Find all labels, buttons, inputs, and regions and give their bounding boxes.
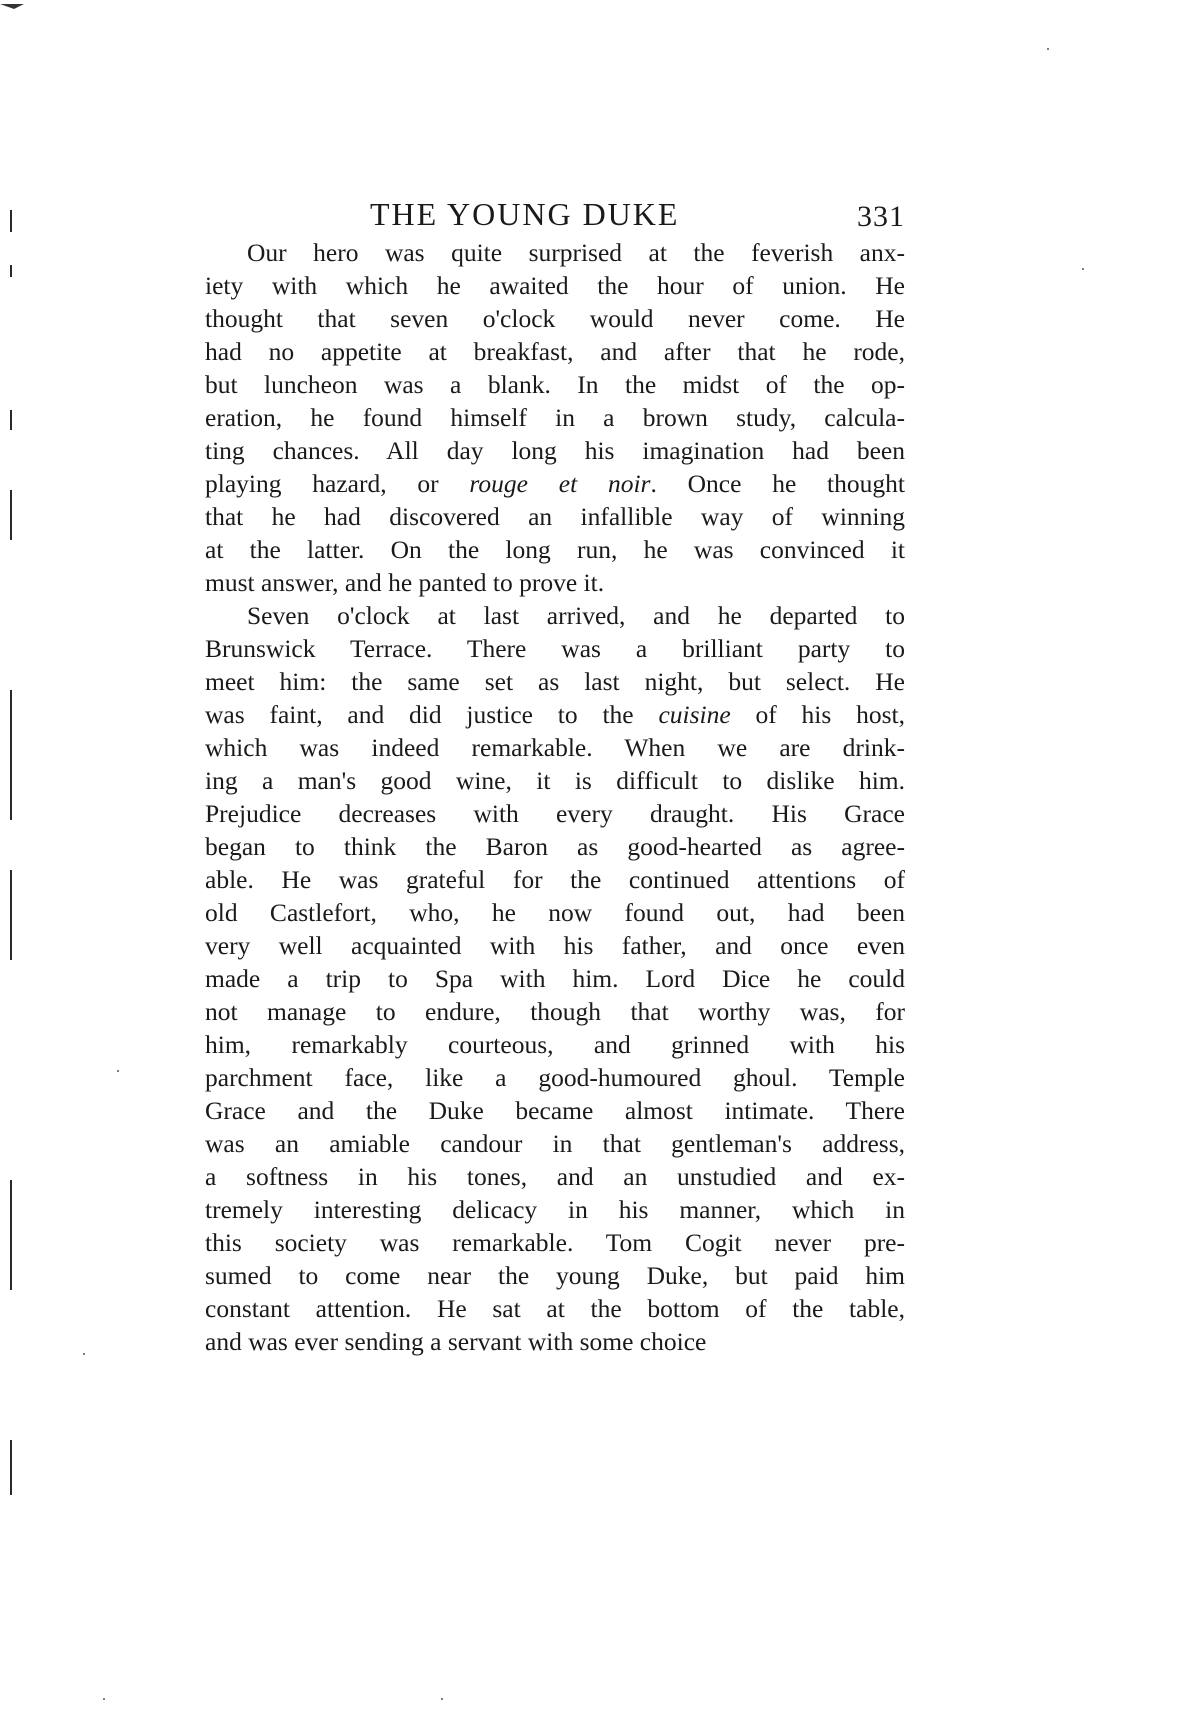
text-line: ting chances. All day long his imagination had been — [205, 436, 905, 465]
text-line: not manage to endure, though that worthy was, for — [205, 997, 905, 1026]
text-line: began to think the Baron as good-hearted as agree- — [205, 832, 905, 861]
text-line: that he had discovered an infallible way of winning — [205, 502, 905, 531]
text-line: Grace and the Duke became almost intimate. There — [205, 1096, 905, 1125]
body-text — [205, 236, 905, 1358]
text-line: eration, he found himself in a brown study, calcula- — [205, 403, 905, 432]
binding-mark — [10, 490, 12, 540]
text-line: tremely interesting delicacy in his manner, which in — [205, 1195, 905, 1224]
italic-phrase: cuisine — [658, 700, 731, 729]
text-line: constant attention. He sat at the bottom of the table, — [205, 1294, 905, 1323]
text-line: a softness in his tones, and an unstudied and ex- — [205, 1162, 905, 1191]
paper-speck — [1082, 268, 1084, 270]
text-line: meet him: the same set as last night, but select. He — [205, 667, 905, 696]
binding-mark — [10, 210, 12, 232]
text-line: thought that seven o'clock would never come. He — [205, 304, 905, 333]
binding-mark — [10, 1440, 12, 1495]
text-line: must answer, and he panted to prove it. — [205, 568, 605, 597]
running-header — [205, 196, 905, 236]
italic-phrase: rouge et noir — [469, 469, 651, 498]
binding-mark — [10, 870, 12, 960]
paper-speck — [1047, 48, 1049, 50]
binding-mark — [10, 265, 12, 277]
text-line: but luncheon was a blank. In the midst of the op- — [205, 370, 905, 399]
text-line — [205, 467, 905, 500]
paper-speck — [83, 1353, 85, 1355]
running-title: THE YOUNG DUKE — [370, 196, 680, 232]
text-segment: . Once he thought — [650, 469, 905, 498]
text-line: was an amiable candour in that gentleman's address, — [205, 1129, 905, 1158]
text-line: able. He was grateful for the continued attentions of — [205, 865, 905, 894]
binding-mark — [10, 410, 12, 430]
text-segment: of his host, — [730, 700, 906, 729]
binding-mark — [10, 690, 12, 820]
text-line: Our hero was quite surprised at the feverish anx- — [247, 238, 905, 267]
text-line: which was indeed remarkable. When we are drink- — [205, 733, 905, 762]
text-line: and was ever sending a servant with some choice — [205, 1327, 707, 1356]
text-line: at the latter. On the long run, he was convinced it — [205, 535, 905, 564]
text-line: had no appetite at breakfast, and after that he rode, — [205, 337, 905, 366]
paper-speck — [117, 1070, 119, 1072]
text-segment: playing hazard, or — [205, 469, 470, 498]
text-line: Seven o'clock at last arrived, and he departed to — [247, 601, 905, 630]
text-line: Prejudice decreases with every draught. His Grace — [205, 799, 905, 828]
text-segment: was faint, and did justice to the — [205, 700, 659, 729]
text-line: iety with which he awaited the hour of union. He — [205, 271, 905, 300]
text-line: him, remarkably courteous, and grinned with his — [205, 1030, 905, 1059]
text-line: very well acquainted with his father, and once even — [205, 931, 905, 960]
page-number: 331 — [857, 200, 905, 233]
paper-speck — [103, 1698, 105, 1700]
text-line: old Castlefort, who, he now found out, had been — [205, 898, 905, 927]
binding-mark — [10, 1180, 12, 1290]
text-line: parchment face, like a good-humoured ghoul. Temple — [205, 1063, 905, 1092]
text-line: sumed to come near the young Duke, but paid him — [205, 1261, 905, 1290]
text-line — [205, 698, 905, 731]
text-line: ing a man's good wine, it is difficult to dislike him. — [205, 766, 905, 795]
corner-mark-icon — [0, 2, 26, 10]
text-line: Brunswick Terrace. There was a brilliant party to — [205, 634, 905, 663]
paper-speck — [441, 1698, 443, 1700]
text-line: made a trip to Spa with him. Lord Dice he could — [205, 964, 905, 993]
text-line: this society was remarkable. Tom Cogit never pre- — [205, 1228, 905, 1257]
